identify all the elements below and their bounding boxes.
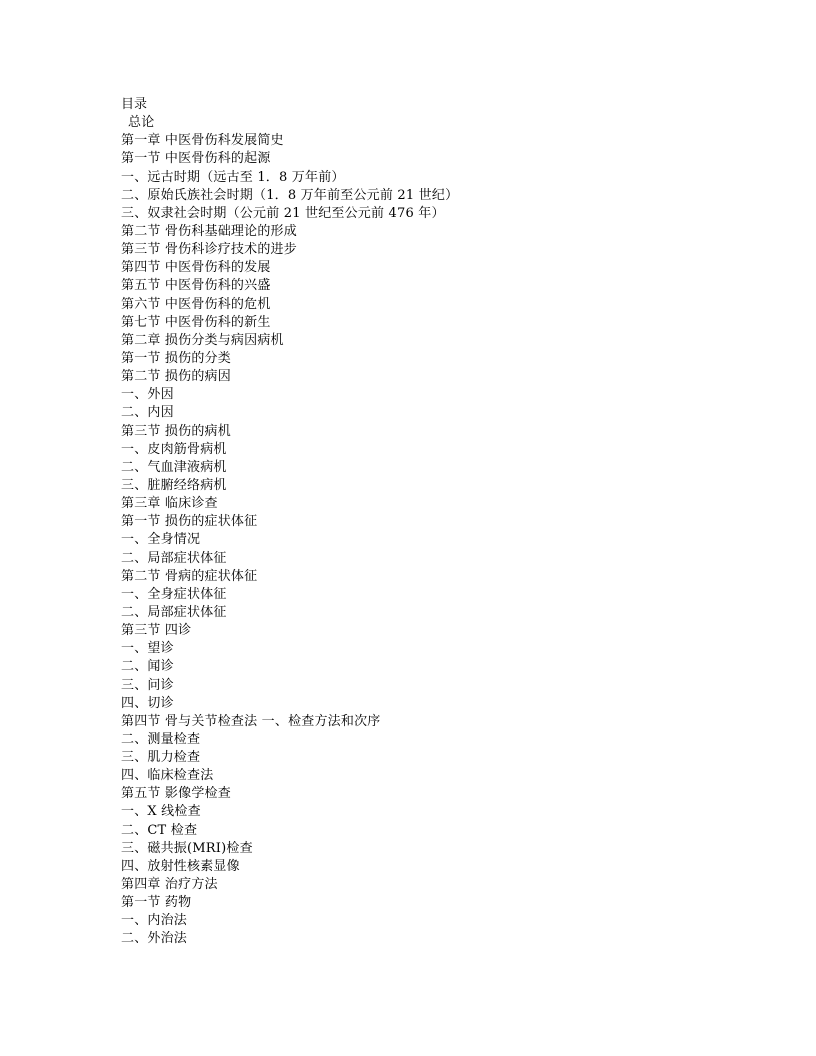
- toc-entry: 二、外治法: [121, 931, 188, 947]
- toc-entry: 第二章 损伤分类与病因病机: [121, 332, 284, 348]
- toc-title: 目录: [121, 97, 148, 112]
- toc-entry: 第五节 中医骨伤科的兴盛: [121, 278, 271, 294]
- toc-entry: 第三节 骨伤科诊疗技术的进步: [121, 242, 297, 258]
- toc-entry: 第二节 骨病的症状体征: [121, 568, 258, 584]
- toc-entry: 一、远古时期（远古至 1．8 万年前）: [121, 169, 345, 185]
- toc-entry: 三、磁共振(MRI)检查: [121, 840, 253, 856]
- toc-entry: 一、X 线检查: [121, 804, 201, 820]
- toc-entry: 三、脏腑经络病机: [121, 477, 227, 493]
- toc-entry: 第二节 骨伤科基础理论的形成: [121, 223, 297, 239]
- toc-entry: 第五节 影像学检查: [121, 786, 231, 802]
- toc-entry: 三、问诊: [121, 677, 174, 693]
- toc-entry: 一、全身症状体征: [121, 586, 227, 602]
- toc-entry: 一、皮肉筋骨病机: [121, 441, 227, 457]
- toc-entry: 第六节 中医骨伤科的危机: [121, 296, 271, 312]
- toc-entry: 一、望诊: [121, 641, 174, 657]
- toc-entry: 第七节 中医骨伤科的新生: [121, 314, 271, 330]
- toc-entry: 二、闻诊: [121, 659, 174, 675]
- table-of-contents: [121, 96, 721, 949]
- toc-entry: 第二节 损伤的病因: [121, 369, 231, 385]
- toc-entry: 第三节 损伤的病机: [121, 423, 231, 439]
- toc-entry: 二、原始氏族社会时期（1．8 万年前至公元前 21 世纪）: [121, 187, 459, 203]
- toc-entry: 二、内因: [121, 405, 174, 421]
- toc-entry: 二、气血津液病机: [121, 459, 227, 475]
- toc-entry: 第一节 损伤的分类: [121, 350, 231, 366]
- toc-entry: 二、局部症状体征: [121, 550, 227, 566]
- toc-entry: 第一节 损伤的症状体征: [121, 514, 258, 530]
- toc-entry: 三、肌力检查: [121, 750, 201, 766]
- toc-entry: 第三节 四诊: [121, 623, 192, 639]
- toc-entry: 第四章 治疗方法: [121, 877, 218, 893]
- toc-entry: 四、放射性核素显像: [121, 858, 240, 874]
- toc-entry: 一、内治法: [121, 913, 188, 929]
- toc-entry: 总论: [128, 115, 155, 131]
- toc-entry: 第三章 临床诊查: [121, 496, 218, 512]
- toc-entry: 第一节 药物: [121, 895, 192, 911]
- toc-entry: 第四节 骨与关节检查法 一、检查方法和次序: [121, 713, 381, 729]
- toc-entry: 二、测量检查: [121, 731, 201, 747]
- toc-entry: 第四节 中医骨伤科的发展: [121, 260, 271, 276]
- toc-entry: 三、奴隶社会时期（公元前 21 世纪至公元前 476 年）: [121, 205, 445, 221]
- toc-entry: 一、全身情况: [121, 532, 201, 548]
- toc-entry: 四、临床检查法: [121, 768, 214, 784]
- toc-entry: 一、外因: [121, 387, 174, 403]
- toc-entry: 二、CT 检查: [121, 822, 198, 838]
- toc-entry: 二、局部症状体征: [121, 604, 227, 620]
- toc-entry: 四、切诊: [121, 695, 174, 711]
- toc-entry: 第一节 中医骨伤科的起源: [121, 151, 271, 167]
- toc-entry: 第一章 中医骨伤科发展简史: [121, 133, 284, 149]
